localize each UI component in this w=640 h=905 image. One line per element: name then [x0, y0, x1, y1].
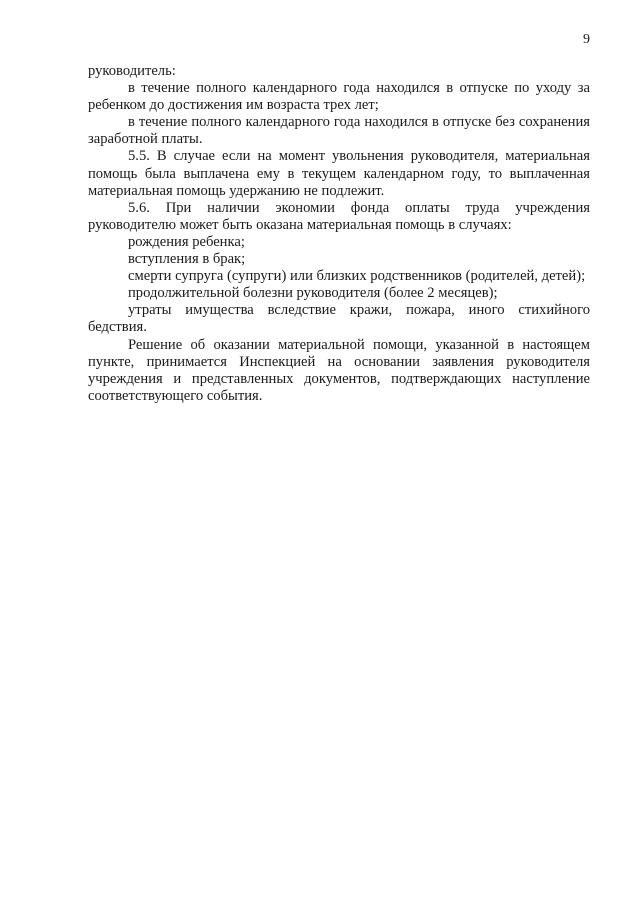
list-item-bereavement: смерти супруга (супруги) или близких родственников (родителей, детей); — [128, 268, 586, 285]
list-item-childbirth: рождения ребенка; — [128, 233, 245, 250]
paragraph-clause-5-6: 5.6. При наличии экономии фонда оплаты труда учреждения руководителю может быть оказана материальная помощь в случаях: — [88, 199, 590, 233]
document-body — [88, 63, 590, 405]
paragraph-unpaid-leave: в течение полного календарного года находился в отпуске без сохранения заработной платы. — [88, 114, 590, 148]
page-number: 9 — [583, 32, 590, 47]
paragraph-continuation: руководитель: — [88, 63, 176, 79]
paragraph-decision: Решение об оказании материальной помощи, указанной в настоящем пункте, принимается Инспекцией на основании заявления руководителя учреждения и представленных документов, подтверждающих наступление соответствующего события. — [88, 336, 590, 404]
list-item-marriage: вступления в брак; — [128, 251, 246, 268]
paragraph-parental-leave: в течение полного календарного года находился в отпуске по уходу за ребенком до достижения им возраста трех лет; — [88, 80, 590, 114]
list-item-illness: продолжительной болезни руководителя (более 2 месяцев); — [128, 285, 498, 302]
list-item-property-loss: утраты имущества вследствие кражи, пожара, иного стихийного бедствия. — [88, 302, 590, 336]
paragraph-clause-5-5: 5.5. В случае если на момент увольнения руководителя, материальная помощь была выплачена ему в текущем календарном году, то выплаченная материальная помощь удержанию не подлежит. — [88, 148, 590, 199]
